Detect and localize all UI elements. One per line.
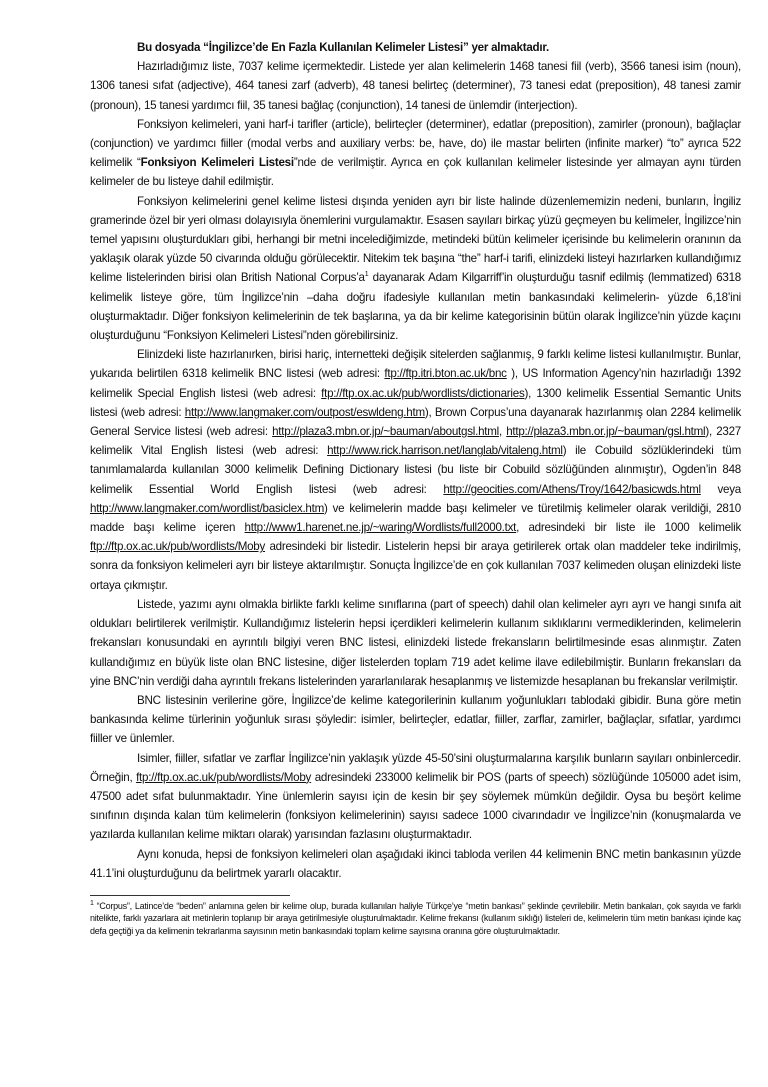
paragraph-8: Aynı konuda, hepsi de fonksiyon kelimeleri olan aşağıdaki ikinci tabloda verilen 44 kelimenin BNC metin bankasının yüzde 41.1’ini oluşturduğunu da belirtmek yararlı olacaktır.: [90, 847, 741, 880]
paragraph-7: [90, 749, 741, 845]
link-aboutgsl[interactable]: http://plaza3.mbn.or.jp/~bauman/aboutgsl.html: [272, 425, 499, 439]
footnote-text: “Corpus”, Latince’de “beden” anlamına gelen bir kelime olup, burada kullanılan haliyle Türkçe’ye “metin bankası” şeklinde çevrilebilir. Metin bankaları, çok sayıda ve farklı nitelikte, farklı yazarlara ait metinlerin toplanıp bir araya getirilmesiyle oluşturulmaktadır. Kelime frekansı (kullanım sıklığı) listeleri de, kelimelerin tüm metin bankası içinde kaç defa geçtiği ya da kelimenin tekrarlanma sayısının metin bankasındaki toplam kelime sayısına oranına göre oluşturulmaktadır.: [90, 900, 741, 936]
document-title: Bu dosyada “İngilizce’de En Fazla Kullanılan Kelimeler Listesi” yer almaktadır.: [137, 41, 549, 54]
p2-text-b: ”nde de verilmiştir. Ayrıca en çok kullanılan kelimeler listesinde yer almayan aynı türden kelimeler de bu listeye dahil edilmiştir.: [90, 156, 741, 189]
p7-text-b: adresindeki 233000 kelimelik bir POS (parts of speech) sözlüğünde 105000 adet isim, 47500 adet sıfat bulunmaktadır. Yine ünlemlerin sayısı için de kesin bir şey söylemek mümkün değildir. Oysa bu beşört kelime sınıfının dışında kalan tüm kelimelerin (fonksiyon kelimelerinin) sayısı sadece 1000 civarındadır ve İngilizce’nin (konuşmalarda ve yazılarda kullanılan kelime miktarı olarak) yarısından fazlasını oluşturmaktadır.: [90, 770, 741, 842]
link-full2000[interactable]: http://www1.harenet.ne.jp/~waring/Wordlists/full2000.txt: [244, 521, 517, 535]
link-basiclex[interactable]: http://www.langmaker.com/wordlist/basiclex.htm: [90, 501, 324, 515]
link-moby[interactable]: ftp://ftp.ox.ac.uk/pub/wordlists/Moby: [90, 540, 266, 554]
footnote-ref[interactable]: 1: [364, 271, 369, 279]
link-gsl[interactable]: http://plaza3.mbn.or.jp/~bauman/gsl.html: [506, 425, 706, 439]
p4-text-2: ), US Information Agency’nin hazırladığı 1392 kelimelik Special English listesi (web adresi:: [90, 367, 741, 400]
p3-text-a: Fonksiyon kelimelerini genel kelime listesi dışında yeniden ayrı bir liste halinde düzenlememizin nedeni, bunların, İngiliz gramerinde özel bir yeri olması dolayısıyla önemlerini vurgulamaktır. Esasen sayıları birkaç yüzü geçmeyen bu kelimeler, İngilizce’nin temel yapısını oluşturdukları gibi, herhangi bir metni incelediğimizde, metindeki bütün kelimeler içerisinde bu kelimelerin oranının da yaklaşık olarak yüzde 50 civarında olduğu görülecektir. Nitekim tek başına “the” harf-i tarifi, elinizdeki listeyi hazırlarken kullandığımız kelime listelerinden birisi olan British National Corpus’a: [90, 194, 741, 285]
p4-text-8: veya: [700, 482, 741, 496]
paragraph-5: Listede, yazımı aynı olmakla birlikte farklı kelime sınıflarına (part of speech) dahil olan kelimeler ayrı ayrı ve hangi sınıfa ait oldukları belirtilerek verilmiştir. Kullandığımız listelerin hepsi içerdikleri kelimelerin kullanım sıklıklarını vermediklerinden, kelimelerin frekansları konusundaki en ayrıntılı bilgiyi veren BNC listesi, elinizdeki listede frekansların belirtilmesinde esas alınmıştır. Zaten kullandığımız en büyük liste olan BNC listesine, diğer listelerden toplam 719 adet kelime ilave edilebilmiştir. Bunların frekansları da yine BNC’nin verdiği daha ayrıntılı frekans listelerinden yararlanılarak hesaplanmış ve listemizde hesaplanan bu frekanslar verilmiştir.: [90, 597, 741, 688]
link-special-english[interactable]: ftp://ftp.ox.ac.uk/pub/wordlists/dictionaries: [321, 386, 525, 400]
p4-text-7: ) ile Cobuild sözlüklerindeki tüm tanımlamalarda kullanılan 3000 kelimelik Defining Dictionary listesi (bu liste bir Cobuild sözlüğünden alınmıştır), Ogden’in 848 kelimelik Essential World English listesi (web adresi:: [90, 444, 741, 496]
p3-text-b: dayanarak Adam Kilgarriff’in oluşturduğu tasnif edilmiş (lemmatized) 6318 kelimelik listeye göre, tüm İngilizce’nin –daha doğru ifadesiyle kullanılan metin bankasındaki kelimelerin- yüzde 6,18’ini oluşturmaktadır. Diğer fonksiyon kelimelerinin de tek başlarına, ya da bir kelime kategorisinin bütün olarak İngilizce’nin yüzde kaçını oluşturduğunu “Fonksiyon Kelimeleri Listesi”nden görebilirsiniz.: [90, 271, 741, 343]
footnote: [90, 900, 741, 938]
paragraph-2: [90, 115, 741, 192]
document-page: [90, 38, 741, 937]
paragraph-1: Hazırladığımız liste, 7037 kelime içermektedir. Listede yer alan kelimelerin 1468 tanesi fiil (verb), 3566 tanesi isim (noun), 1306 tanesi sıfat (adjective), 464 tanesi zarf (adverb), 48 tanesi belirteç (determiner), 73 tanesi edat (preposition), 48 tanesi zamir (pronoun), 15 tanesi yardımcı fiil, 35 tanesi bağlaç (conjunction), 14 tanesi de ünlemdir (interjection).: [90, 60, 741, 112]
p4-text-6: ), 2327 kelimelik Vital English listesi (web adresi:: [90, 425, 741, 458]
link-moby-2[interactable]: ftp://ftp.ox.ac.uk/pub/wordlists/Moby: [136, 770, 312, 784]
link-bnc[interactable]: ftp://ftp.itri.bton.ac.uk/bnc: [384, 367, 507, 381]
paragraph-4: [90, 345, 741, 595]
p4-text-11: adresindeki bir listedir. Listelerin hepsi bir araya getirilerek ortak olan maddeler teke indirilmiş, sonra da fonksiyon kelimeleri ayrı bir listeye aktarılmıştır. Sonuçta İngilizce’de en çok kullanılan 7037 kelimeden oluşan elinizdeki liste ortaya çıkmıştır.: [90, 540, 741, 592]
p4-text-9: ) ve kelimelerin madde başı kelimeler ve türetilmiş kelimeler olarak verildiği, 2810 madde başı kelime içeren: [90, 501, 741, 535]
footnote-divider: [90, 895, 290, 896]
p7-text-a: Isimler, fiiller, sıfatlar ve zarflar İngilizce’nin yaklaşık yüzde 45-50’sini oluşturmalarına karşılık bunların sayıları onbinlercedir. Örneğin,: [90, 751, 741, 784]
p4-text-5: ,: [498, 425, 507, 439]
p4-text-1: Elinizdeki liste hazırlanırken, birisi hariç, internetteki değişik sitelerden sağlanmış, 9 farklı kelime listesi kullanılmıştır. Bunlar, yukarıda belirtilen 6318 kelimelik BNC listesi (web adresi:: [90, 348, 741, 381]
link-essential-semantic[interactable]: http://www.langmaker.com/outpost/eswldeng.htm: [184, 405, 425, 419]
link-basicwds[interactable]: http://geocities.com/Athens/Troy/1642/basicwds.html: [443, 482, 701, 496]
paragraph-3: [90, 192, 741, 346]
paragraph-6: BNC listesinin verilerine göre, İngilizce’de kelime kategorilerinin kullanım yoğunlukları tablodaki gibidir. Buna göre metin bankasında kelime türlerinin yoğunluk sırası şöyledir: isimler, belirteçler, edatlar, fiiller, zarflar, zamirler, bağlaçlar, sıfatlar, yardımcı fiiller ve ünlemler.: [90, 693, 741, 746]
p2-text-a: Fonksiyon kelimeleri, yani harf-i tarifler (article), belirteçler (determiner), edatlar (preposition), zamirler (pronoun), bağlaçlar (conjunction) ve yardımcı fiiller (modal verbs and auxiliary verbs: be, have, do) ile mastar belirten (infinite marker) “to” ayrıca 522 kelimelik “: [90, 117, 741, 170]
p2-bold-term: Fonksiyon Kelimeleri Listesi: [140, 156, 294, 170]
footnote-mark: 1: [90, 899, 94, 907]
link-vitaleng[interactable]: http://www.rick.harrison.net/langlab/vitaleng.html: [327, 444, 563, 458]
p4-text-3: ), 1300 kelimelik Essential Semantic Units listesi (web adresi:: [90, 386, 742, 419]
p4-text-4: ), Brown Corpus’una dayanarak hazırlanmış olan 2284 kelimelik General Service listesi (web adresi:: [90, 405, 741, 439]
p4-text-10: , adresindeki bir liste ile 1000 kelimelik: [516, 521, 742, 535]
